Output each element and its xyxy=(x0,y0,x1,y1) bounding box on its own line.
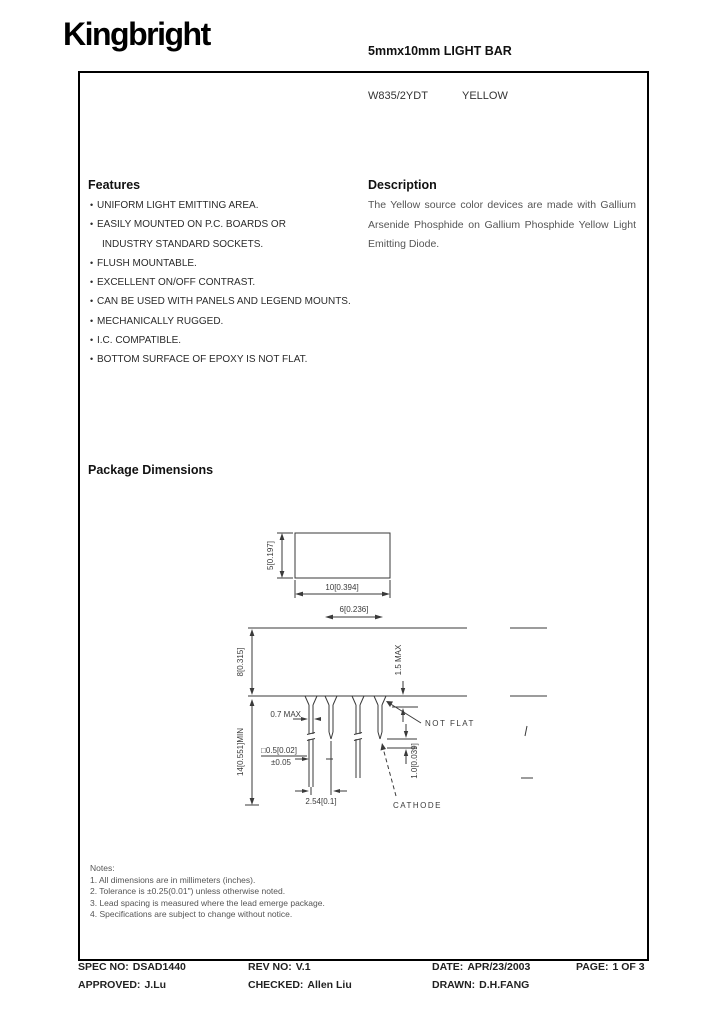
dim-standoff-max: 0.7 MAX xyxy=(270,710,301,719)
notes-heading: Notes: xyxy=(90,863,115,873)
feature-item xyxy=(90,312,360,331)
footer-label: APPROVED: xyxy=(78,979,141,991)
bullet-icon: • xyxy=(90,277,94,288)
notes-block xyxy=(90,863,325,921)
not-flat-label: NOT FLAT xyxy=(425,719,475,728)
footer-page xyxy=(576,961,645,973)
emitted-color: YELLOW xyxy=(462,90,508,102)
footer-rev-no xyxy=(248,961,311,973)
dim-lead-length-min: 14[0.551]MIN xyxy=(236,727,245,777)
kingbright-logo: Kingbright xyxy=(63,16,210,52)
footer-drawn xyxy=(432,979,529,991)
footer-label: PAGE: xyxy=(576,961,609,973)
feature-item xyxy=(90,292,360,311)
footer-spec-no xyxy=(78,961,186,973)
description-text: The Yellow source color devices are made with Gallium Arsenide Phosphide on Gallium Phosphide Yellow Light Emitting Diode. xyxy=(368,199,636,250)
footer-value: J.Lu xyxy=(144,979,167,991)
feature-item xyxy=(90,196,360,215)
footer-label: DRAWN: xyxy=(432,979,476,991)
footer-approved xyxy=(78,979,166,991)
feature-item xyxy=(90,215,360,234)
footer-value: DSAD1440 xyxy=(132,961,186,973)
footer-label: SPEC NO: xyxy=(78,961,129,973)
footer-label: REV NO: xyxy=(248,961,292,973)
feature-text: CAN BE USED WITH PANELS AND LEGEND MOUNTS. xyxy=(97,296,351,308)
feature-text: UNIFORM LIGHT EMITTING AREA. xyxy=(97,200,259,211)
footer-value: V.1 xyxy=(295,961,311,973)
feature-item xyxy=(90,331,360,350)
dim-top-width: 5[0.197] xyxy=(266,541,275,570)
feature-text: MECHANICALLY RUGGED. xyxy=(97,315,224,327)
feature-item xyxy=(90,350,360,369)
dim-emitting-length: 6[0.236] xyxy=(339,605,369,614)
dim-cathode-lead-offset: 1.0[0.039] xyxy=(410,743,419,779)
dim-body-height: 8[0.315] xyxy=(236,647,245,677)
feature-item xyxy=(90,235,360,254)
bullet-icon: • xyxy=(90,296,94,307)
feature-item xyxy=(90,273,360,292)
footer-value: APR/23/2003 xyxy=(467,961,531,973)
top-view-outline xyxy=(295,533,390,578)
note-item: 4. Specifications are subject to change without notice. xyxy=(90,909,293,919)
note-item: 1. All dimensions are in millimeters (inches). xyxy=(90,874,256,885)
bullet-icon: • xyxy=(90,315,94,326)
dim-top-length: 10[0.394] xyxy=(325,583,359,592)
feature-text: EASILY MOUNTED ON P.C. BOARDS OR xyxy=(97,219,286,231)
bullet-icon: • xyxy=(90,335,94,346)
dim-lead-tolerance: ±0.05 xyxy=(271,758,291,767)
dim-lead-section: □0.5[0.02] xyxy=(261,746,297,755)
description-heading: Description xyxy=(368,178,437,192)
document-title: 5mmx10mm LIGHT BAR xyxy=(368,44,512,58)
package-dimensions-drawing xyxy=(225,498,570,848)
feature-text: EXCELLENT ON/OFF CONTRAST. xyxy=(97,277,256,289)
feature-text: FLUSH MOUNTABLE. xyxy=(97,257,197,269)
dim-lead-pitch: 2.54[0.1] xyxy=(305,797,337,806)
note-item: 2. Tolerance is ±0.25(0.01") unless otherwise noted. xyxy=(90,886,286,896)
cathode-label: CATHODE xyxy=(393,801,443,810)
package-dimensions-heading: Package Dimensions xyxy=(88,463,214,477)
part-number: W835/2YDT xyxy=(368,90,428,102)
footer-value: 1 OF 3 xyxy=(612,961,645,973)
footer-label: CHECKED: xyxy=(248,979,304,991)
dim-meniscus-max: 1.5 MAX xyxy=(394,644,403,676)
note-item: 3. Lead spacing is measured where the lead emerge package. xyxy=(90,897,325,908)
bullet-icon: • xyxy=(90,257,94,268)
footer-date xyxy=(432,961,530,973)
footer-label: DATE: xyxy=(432,961,464,973)
bullet-icon: • xyxy=(90,219,94,230)
feature-text: INDUSTRY STANDARD SOCKETS. xyxy=(102,238,264,250)
features-list xyxy=(90,196,360,370)
footer-value: D.H.FANG xyxy=(479,979,530,991)
features-heading: Features xyxy=(88,178,141,192)
feature-item xyxy=(90,254,360,273)
footer-checked xyxy=(248,979,352,991)
footer-value: Allen Liu xyxy=(307,979,352,991)
bullet-icon: • xyxy=(90,200,94,210)
feature-text: I.C. COMPATIBLE. xyxy=(97,335,182,347)
bullet-icon: • xyxy=(90,354,94,365)
feature-text: BOTTOM SURFACE OF EPOXY IS NOT FLAT. xyxy=(97,354,308,366)
